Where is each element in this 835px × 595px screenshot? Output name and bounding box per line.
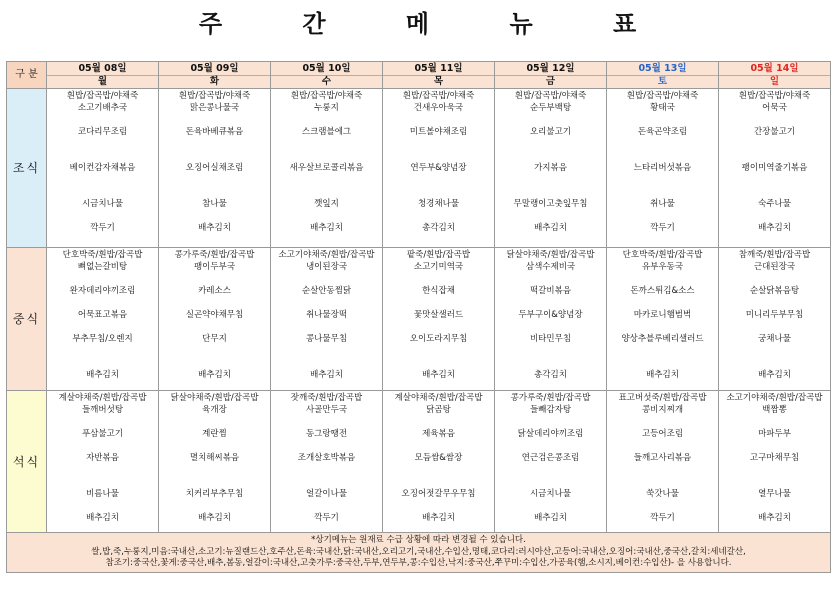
- menu-item: [271, 464, 382, 476]
- menu-item: 돈육바베큐볶음: [185, 127, 244, 137]
- menu-item: [495, 440, 606, 452]
- menu-item: 닭곰탕: [426, 405, 451, 415]
- day-of-week: 화: [159, 75, 270, 88]
- menu-item: [383, 440, 494, 452]
- menu-item: [495, 500, 606, 512]
- menu-item: 오리불고기: [529, 127, 572, 137]
- menu-item: [719, 150, 830, 162]
- menu-item: [719, 476, 830, 488]
- menu-item: [607, 464, 718, 476]
- menu-item: [607, 345, 718, 357]
- menu-item: 사골만두국: [305, 405, 348, 415]
- day-header: [271, 62, 383, 89]
- day-of-week: 토: [607, 75, 718, 88]
- menu-item: [47, 114, 158, 126]
- menu-item: 단호박죽/흰밥/잡곡밥: [622, 250, 703, 260]
- menu-item: 카레소스: [198, 286, 231, 296]
- menu-item: 비타민무침: [529, 334, 572, 344]
- menu-item: [607, 357, 718, 369]
- menu-item: [719, 174, 830, 186]
- menu-cell: [495, 391, 607, 533]
- day-of-week: 일: [719, 75, 830, 88]
- menu-item: 오징어젓갈무우무침: [401, 489, 476, 499]
- day-date: 05월 09일: [190, 63, 239, 74]
- menu-item: 배추김치: [758, 223, 791, 233]
- menu-item: 소고기야채죽/흰밥/잡곡밥: [726, 393, 823, 403]
- menu-item: [719, 416, 830, 428]
- menu-item: [271, 345, 382, 357]
- menu-item: 흰밥/잡곡밥/야채죽: [738, 91, 811, 101]
- menu-item: [607, 114, 718, 126]
- menu-item: 흰밥/잡곡밥/야채죽: [178, 91, 251, 101]
- menu-item: [495, 464, 606, 476]
- menu-item: 간장불고기: [753, 127, 796, 137]
- menu-item: 들깨고사리볶음: [633, 453, 692, 463]
- menu-item: [383, 500, 494, 512]
- menu-item: 비름나물: [86, 489, 119, 499]
- menu-item: 흰밥/잡곡밥/야채죽: [626, 91, 699, 101]
- menu-item: 미트볼야채조림: [409, 127, 468, 137]
- menu-item: [607, 416, 718, 428]
- menu-cell: [719, 248, 831, 391]
- menu-item: 청경채나물: [417, 199, 460, 209]
- menu-item: 새우살브로콜리볶음: [289, 163, 364, 173]
- menu-cell: [495, 248, 607, 391]
- menu-item: 육개장: [202, 405, 227, 415]
- menu-item: 스크램블에그: [301, 127, 352, 137]
- menu-cell: [495, 89, 607, 248]
- menu-item: [159, 464, 270, 476]
- menu-item: [271, 273, 382, 285]
- menu-item: 단무지: [202, 334, 227, 344]
- day-header: [495, 62, 607, 89]
- menu-item: 배추김치: [646, 370, 679, 380]
- menu-item: [159, 416, 270, 428]
- menu-item: 삼색수제비국: [525, 262, 576, 272]
- menu-item: 잣깨죽/흰밥/잡곡밥: [290, 393, 363, 403]
- menu-item: 콩나물무침: [305, 334, 348, 344]
- menu-item: 배추김치: [310, 370, 343, 380]
- menu-item: [383, 476, 494, 488]
- menu-item: 단호박죽/흰밥/잡곡밥: [62, 250, 143, 260]
- menu-item: 순두부백탕: [529, 103, 572, 113]
- menu-item: 깍두기: [314, 513, 339, 523]
- menu-cell: [607, 89, 719, 248]
- menu-cell: [159, 89, 271, 248]
- menu-item: 마파두부: [758, 429, 791, 439]
- menu-item: [271, 210, 382, 222]
- menu-item: [719, 500, 830, 512]
- menu-item: [47, 210, 158, 222]
- menu-item: [495, 114, 606, 126]
- menu-item: 열무나물: [758, 489, 791, 499]
- menu-item: [47, 174, 158, 186]
- menu-item: [495, 174, 606, 186]
- menu-item: 닭살야채죽/흰밥/잡곡밥: [506, 250, 595, 260]
- menu-item: [383, 357, 494, 369]
- menu-item: [719, 321, 830, 333]
- meal-row: [7, 89, 831, 248]
- menu-item: [47, 273, 158, 285]
- menu-item: 취나물장떡: [305, 310, 348, 320]
- menu-item: 완자데리야끼조림: [69, 286, 136, 296]
- footer-row: [7, 533, 831, 573]
- menu-item: [383, 138, 494, 150]
- menu-item: 배추김치: [198, 370, 231, 380]
- menu-item: [47, 186, 158, 198]
- menu-cell: [271, 89, 383, 248]
- menu-item: [719, 357, 830, 369]
- menu-item: [159, 500, 270, 512]
- menu-item: 실곤약야채무침: [185, 310, 244, 320]
- menu-item: [383, 416, 494, 428]
- menu-item: 취나물: [650, 199, 675, 209]
- menu-item: [47, 150, 158, 162]
- menu-item: [271, 174, 382, 186]
- menu-item: [47, 464, 158, 476]
- menu-item: [495, 321, 606, 333]
- menu-item: [159, 345, 270, 357]
- menu-item: [607, 476, 718, 488]
- menu-item: 참깨죽/흰밥/잡곡밥: [738, 250, 811, 260]
- menu-cell: [607, 248, 719, 391]
- menu-item: 팽이미역줄기볶음: [741, 163, 808, 173]
- menu-item: 양상추블루베리샐러드: [621, 334, 704, 344]
- menu-item: 냉이된장국: [305, 262, 348, 272]
- menu-item: [719, 273, 830, 285]
- menu-item: 흰밥/잡곡밥/야채죽: [514, 91, 587, 101]
- menu-item: 코다리무조림: [77, 127, 128, 137]
- notice-line: 참조기:중국산,꽃게:중국산,배추,봄동,얼갈이:국내산,고춧가루:중국산,두부,연두부,콩:수입산,낙지:중국산,쭈꾸미:수입산,가공육(햄,소시지,베이컨:수입산)- 을 사용합니다.: [105, 558, 732, 568]
- menu-item: 백짬뽕: [762, 405, 787, 415]
- menu-item: [47, 440, 158, 452]
- menu-item: 소고기배추국: [77, 103, 128, 113]
- menu-item: 순살안동찜닭: [301, 286, 352, 296]
- menu-item: [719, 440, 830, 452]
- day-date: 05월 12일: [526, 63, 575, 74]
- menu-item: 황태국: [650, 103, 675, 113]
- menu-item: [159, 114, 270, 126]
- menu-item: 돈까스튀김&소스: [630, 286, 695, 296]
- menu-item: [271, 476, 382, 488]
- menu-item: [271, 186, 382, 198]
- notice-line: *상기메뉴는 원재료 수급 상황에 따라 변경될 수 있습니다.: [311, 535, 526, 545]
- menu-item: 참나물: [202, 199, 227, 209]
- menu-cell: [271, 391, 383, 533]
- menu-item: [47, 500, 158, 512]
- menu-item: 연두부&양념장: [410, 163, 467, 173]
- menu-item: 배추김치: [758, 513, 791, 523]
- menu-item: [159, 357, 270, 369]
- menu-item: [383, 150, 494, 162]
- menu-cell: [159, 248, 271, 391]
- menu-item: [607, 297, 718, 309]
- menu-item: [495, 345, 606, 357]
- menu-item: [607, 440, 718, 452]
- menu-item: 맑은콩나물국: [189, 103, 240, 113]
- menu-item: [271, 440, 382, 452]
- menu-item: [495, 297, 606, 309]
- menu-item: 배추김치: [534, 513, 567, 523]
- menu-item: [607, 210, 718, 222]
- day-of-week: 월: [47, 75, 158, 88]
- menu-item: 느타리버섯볶음: [633, 163, 692, 173]
- menu-cell: [383, 248, 495, 391]
- menu-item: 총각김치: [422, 223, 455, 233]
- menu-item: [383, 345, 494, 357]
- menu-item: 조개살호박볶음: [297, 453, 356, 463]
- menu-item: [159, 138, 270, 150]
- menu-item: 동그랑땡전: [305, 429, 348, 439]
- menu-item: [495, 138, 606, 150]
- menu-item: 배추김치: [422, 370, 455, 380]
- menu-item: [159, 186, 270, 198]
- menu-item: 돈육곤약조림: [637, 127, 688, 137]
- menu-item: [271, 321, 382, 333]
- header-label: 구 분: [7, 62, 47, 89]
- menu-cell: [271, 248, 383, 391]
- menu-item: 배추김치: [758, 370, 791, 380]
- menu-item: [495, 476, 606, 488]
- menu-item: 한식잡채: [422, 286, 455, 296]
- menu-item: 표고버섯죽/흰밥/잡곡밥: [618, 393, 707, 403]
- menu-item: [719, 464, 830, 476]
- day-of-week: 수: [271, 75, 382, 88]
- menu-item: 미니리두부무침: [745, 310, 804, 320]
- menu-item: 계살야채죽/흰밥/잡곡밥: [58, 393, 147, 403]
- menu-cell: [383, 391, 495, 533]
- menu-item: 부추무침/오렌지: [72, 334, 133, 344]
- menu-item: [159, 273, 270, 285]
- menu-item: 순살닭볶음탕: [749, 286, 800, 296]
- menu-item: 오징어실채조림: [185, 163, 244, 173]
- menu-item: 오이도라지무침: [409, 334, 468, 344]
- menu-cell: [607, 391, 719, 533]
- menu-item: [719, 186, 830, 198]
- menu-item: [271, 500, 382, 512]
- menu-item: 두부구이&양념장: [518, 310, 583, 320]
- menu-item: 흰밥/잡곡밥/야채죽: [290, 91, 363, 101]
- menu-item: 건새우아욱국: [413, 103, 464, 113]
- menu-item: 흰밥/잡곡밥/야채죽: [402, 91, 475, 101]
- day-date: 05월 10일: [302, 63, 351, 74]
- menu-item: 푸삼불고기: [81, 429, 124, 439]
- menu-item: 들깨버섯탕: [81, 405, 124, 415]
- meal-row: [7, 391, 831, 533]
- menu-item: [719, 210, 830, 222]
- menu-item: [159, 210, 270, 222]
- menu-cell: [47, 89, 159, 248]
- menu-item: 숙주나물: [758, 199, 791, 209]
- menu-item: 궁채나물: [758, 334, 791, 344]
- menu-item: 꽃맛살샐러드: [413, 310, 464, 320]
- menu-item: 모듬쌈&쌈장: [414, 453, 463, 463]
- menu-cell: [159, 391, 271, 533]
- day-date: 05월 14일: [750, 63, 799, 74]
- weekly-menu-table: [6, 61, 831, 573]
- menu-item: 마카로니햄범벅: [633, 310, 692, 320]
- meal-label: 중식: [7, 248, 47, 391]
- menu-item: [607, 500, 718, 512]
- day-date: 05월 13일: [638, 63, 687, 74]
- menu-item: 계살야채죽/흰밥/잡곡밥: [394, 393, 483, 403]
- menu-item: [495, 150, 606, 162]
- menu-item: [159, 476, 270, 488]
- menu-item: [159, 321, 270, 333]
- menu-item: [47, 476, 158, 488]
- menu-item: [271, 114, 382, 126]
- menu-item: [383, 297, 494, 309]
- menu-item: 총각김치: [534, 370, 567, 380]
- meal-row: [7, 248, 831, 391]
- menu-item: 시금치나물: [529, 489, 572, 499]
- menu-item: [607, 321, 718, 333]
- menu-item: 가지볶음: [534, 163, 567, 173]
- day-date: 05월 11일: [414, 63, 463, 74]
- menu-item: 제육볶음: [422, 429, 455, 439]
- menu-item: [383, 321, 494, 333]
- menu-item: 고구마채무침: [749, 453, 800, 463]
- menu-item: [495, 186, 606, 198]
- menu-item: [47, 345, 158, 357]
- day-header: [159, 62, 271, 89]
- menu-item: [719, 114, 830, 126]
- menu-item: 배추김치: [86, 370, 119, 380]
- menu-item: [495, 273, 606, 285]
- day-date: 05월 08일: [78, 63, 127, 74]
- menu-item: 멸치해씨볶음: [189, 453, 240, 463]
- menu-item: 배추김치: [86, 513, 119, 523]
- menu-item: 치커리부추무침: [185, 489, 244, 499]
- menu-item: [159, 150, 270, 162]
- menu-item: 닭살야채죽/흰밥/잡곡밥: [170, 393, 259, 403]
- menu-item: [383, 273, 494, 285]
- menu-item: 베이컨감자채볶음: [69, 163, 136, 173]
- menu-item: 깍두기: [650, 223, 675, 233]
- menu-item: 콩가루죽/흰밥/잡곡밥: [510, 393, 591, 403]
- menu-item: [719, 345, 830, 357]
- menu-item: 깍두기: [90, 223, 115, 233]
- menu-item: [271, 297, 382, 309]
- menu-item: [159, 440, 270, 452]
- menu-item: 자반볶음: [86, 453, 119, 463]
- menu-item: 배추김치: [198, 223, 231, 233]
- menu-item: [47, 297, 158, 309]
- meal-label: 석식: [7, 391, 47, 533]
- menu-cell: [719, 89, 831, 248]
- menu-item: [495, 416, 606, 428]
- menu-item: [383, 464, 494, 476]
- menu-item: 소고기야채죽/흰밥/잡곡밥: [278, 250, 375, 260]
- menu-item: [607, 186, 718, 198]
- menu-item: 배추김치: [534, 223, 567, 233]
- menu-item: 배추김치: [422, 513, 455, 523]
- menu-item: 계란찜: [202, 429, 227, 439]
- menu-cell: [383, 89, 495, 248]
- menu-item: 흰밥/잡곡밥/야채죽: [66, 91, 139, 101]
- menu-item: 쑥갓나물: [646, 489, 679, 499]
- menu-item: [607, 273, 718, 285]
- origin-notice: [7, 533, 831, 573]
- notice-line: 쌀,밥,죽,누룽지,미음:국내산,소고기:뉴질랜드산,호주산,돈육:국내산,닭:국내산,오리고기,국내산,수입산,명태,코다리:러시아산,고등어:국내산,오징어:국내산,중국산,갈치:세네갈산,: [91, 546, 746, 557]
- menu-item: 떡갈비볶음: [529, 286, 572, 296]
- day-header: [719, 62, 831, 89]
- menu-item: 얼갈이나물: [305, 489, 348, 499]
- menu-item: [271, 357, 382, 369]
- menu-item: [495, 357, 606, 369]
- menu-item: [47, 138, 158, 150]
- menu-cell: [719, 391, 831, 533]
- meal-label: 조식: [7, 89, 47, 248]
- menu-item: 배추김치: [310, 223, 343, 233]
- day-header: [47, 62, 159, 89]
- menu-item: [159, 174, 270, 186]
- menu-item: [47, 357, 158, 369]
- menu-item: [383, 114, 494, 126]
- menu-item: 콩가루죽/흰밥/잡곡밥: [174, 250, 255, 260]
- menu-item: 누룽지: [314, 103, 339, 113]
- menu-item: [383, 174, 494, 186]
- menu-item: [607, 174, 718, 186]
- menu-item: 팥죽/흰밥/잡곡밥: [406, 250, 471, 260]
- day-header: [607, 62, 719, 89]
- menu-item: 깍두기: [650, 513, 675, 523]
- menu-item: 들빼감자탕: [529, 405, 572, 415]
- menu-item: 뼈없는갈비탕: [77, 262, 128, 272]
- menu-item: [47, 416, 158, 428]
- menu-item: 근대된장국: [753, 262, 796, 272]
- menu-item: 소고기미역국: [413, 262, 464, 272]
- menu-item: 고등어조림: [641, 429, 684, 439]
- menu-item: [271, 138, 382, 150]
- menu-item: [607, 138, 718, 150]
- menu-item: [495, 210, 606, 222]
- menu-item: 팽이두부국: [193, 262, 236, 272]
- menu-item: 깻잎지: [314, 199, 339, 209]
- menu-item: [719, 138, 830, 150]
- day-of-week: 목: [383, 75, 494, 88]
- menu-item: 배추김치: [198, 513, 231, 523]
- menu-item: [383, 210, 494, 222]
- menu-item: [271, 416, 382, 428]
- menu-item: [271, 150, 382, 162]
- menu-item: 닭살데리야끼조림: [517, 429, 584, 439]
- menu-item: 무말랭이고춧잎무침: [513, 199, 588, 209]
- day-header: [383, 62, 495, 89]
- menu-item: [383, 186, 494, 198]
- menu-cell: [47, 391, 159, 533]
- menu-item: 연근검은콩조림: [521, 453, 580, 463]
- menu-item: [607, 150, 718, 162]
- menu-item: [159, 297, 270, 309]
- menu-item: [47, 321, 158, 333]
- menu-item: 어묵국: [762, 103, 787, 113]
- menu-cell: [47, 248, 159, 391]
- menu-item: [719, 297, 830, 309]
- menu-item: 콩비지찌개: [641, 405, 684, 415]
- day-of-week: 금: [495, 75, 606, 88]
- page-title: 주 간 메 뉴 표: [198, 10, 673, 38]
- menu-item: 어묵표고볶음: [77, 310, 128, 320]
- menu-item: 유부우동국: [641, 262, 684, 272]
- menu-item: 시금치나물: [81, 199, 124, 209]
